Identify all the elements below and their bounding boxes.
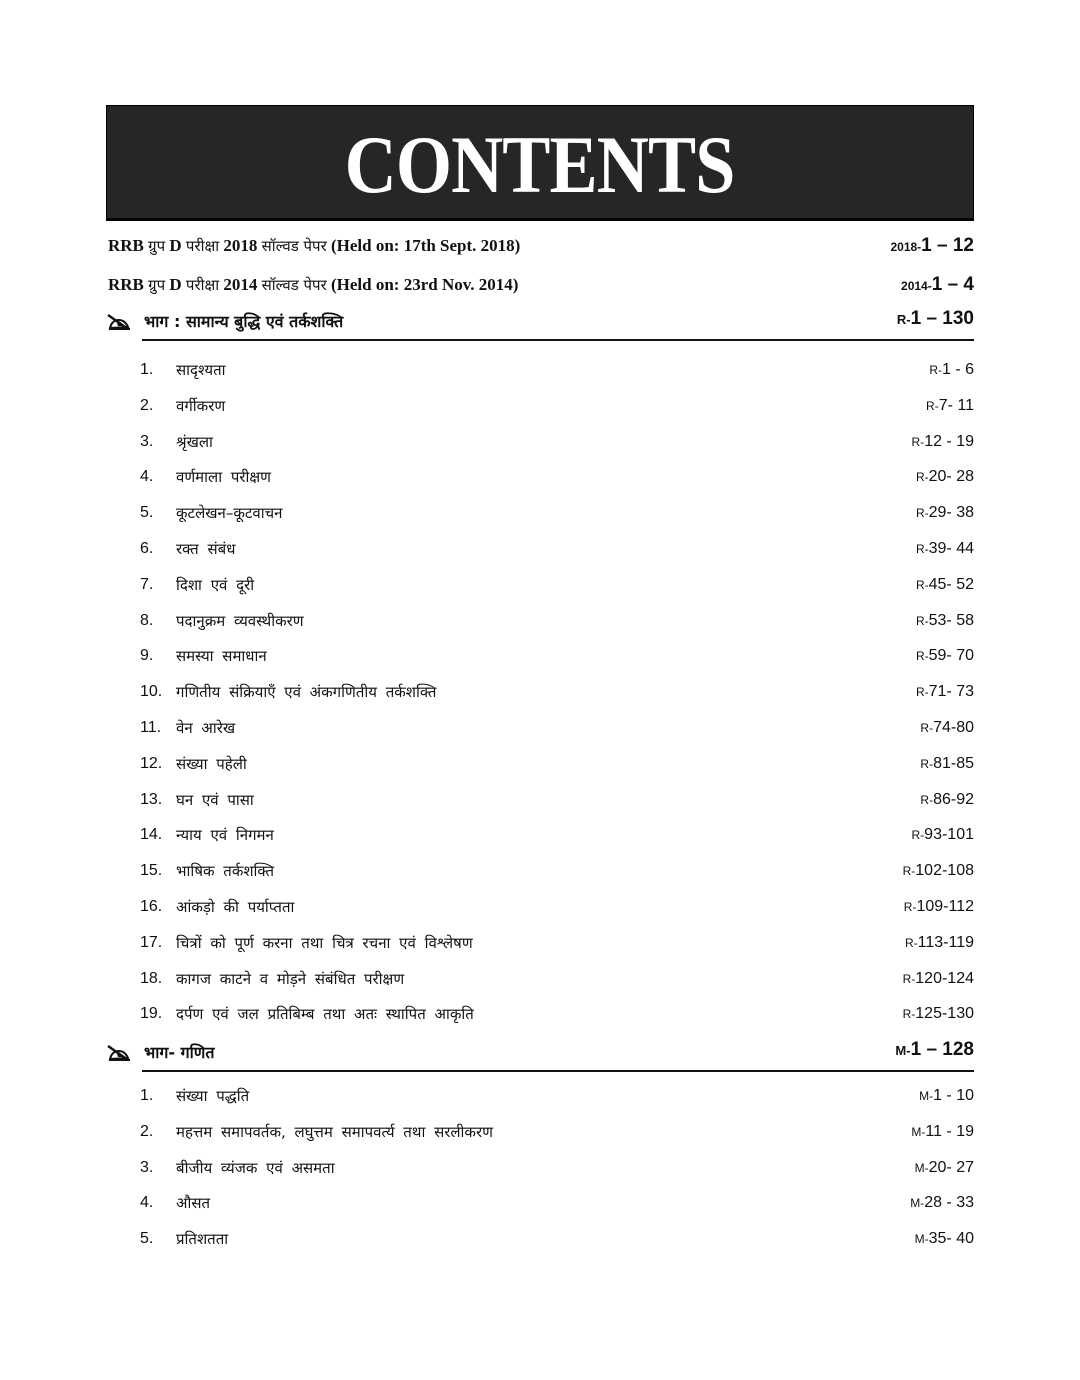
paper-title: RRB ग्रुप D परीक्षा 2014 सॉल्वड पेपर (Held on: 23rd Nov. 2014) (108, 275, 519, 294)
entry-number: 13. (140, 790, 163, 808)
entry-number: 10. (140, 683, 163, 701)
section-divider (142, 339, 974, 341)
entry-title: समस्या समाधान (176, 647, 267, 666)
entry-number: 19. (140, 1005, 163, 1023)
entry-page-range: R-74-80 (920, 719, 974, 736)
paper-row-2018[interactable] (108, 231, 974, 261)
toc-entry[interactable] (140, 822, 974, 848)
entry-title: गणितीय संक्रियाएँ एवं अंकगणितीय तर्कशक्ति (176, 683, 437, 702)
paper-title: RRB ग्रुप D परीक्षा 2018 सॉल्वड पेपर (Held on: 17th Sept. 2018) (108, 236, 521, 255)
writing-hand-icon (106, 1043, 132, 1063)
entry-page-range: R-53- 58 (915, 611, 974, 629)
toc-entry[interactable] (140, 966, 974, 992)
entry-number: 4. (140, 1194, 154, 1212)
entry-number: 18. (140, 969, 163, 987)
entry-page-range: R-20- 28 (915, 468, 974, 486)
entry-title: रक्त संबंध (176, 540, 236, 558)
entry-page-range: R-39- 44 (915, 540, 974, 557)
entry-page-range: M-1 - 10 (919, 1087, 974, 1104)
page-title: CONTENTS (345, 119, 735, 210)
toc-entry[interactable] (140, 429, 974, 455)
toc-entry[interactable] (140, 357, 974, 383)
section-reasoning-header[interactable] (106, 308, 974, 338)
entry-title: बीजीय व्यंजक एवं असमता (176, 1158, 335, 1177)
toc-entry[interactable] (140, 751, 974, 777)
entry-title: दिशा एवं दूरी (176, 575, 255, 594)
entry-title: कूटलेखन–कूटवाचन (176, 504, 283, 523)
toc-entry[interactable] (140, 894, 974, 920)
entry-number: 2. (140, 1122, 154, 1140)
entry-page-range: R-81-85 (920, 754, 974, 772)
entry-page-range: R-93-101 (911, 826, 974, 844)
toc-entry[interactable] (140, 572, 974, 598)
entry-number: 11. (140, 719, 162, 736)
toc-entry[interactable] (140, 608, 974, 634)
entry-number: 14. (140, 826, 163, 844)
toc-entry[interactable] (140, 1119, 974, 1145)
entry-number: 17. (140, 933, 163, 951)
entry-title: महत्तम समापवर्तक, लघुत्तम समापवर्त्य तथा सरलीकरण (176, 1122, 493, 1141)
section-maths-header[interactable] (106, 1039, 974, 1069)
entry-title: पदानुक्रम व्यवस्थीकरण (176, 611, 304, 630)
toc-entry[interactable] (140, 643, 974, 669)
entry-title: चित्रों को पूर्ण करना तथा चित्र रचना एवं विश्लेषण (176, 933, 473, 952)
entry-title: श्रृंखला (176, 432, 213, 451)
entry-title: आंकड़ो की पर्याप्तता (176, 898, 295, 916)
contents-banner (106, 105, 974, 219)
section-page-range: M-1 – 128 (895, 1039, 974, 1060)
entry-page-range: R-29- 38 (915, 504, 974, 522)
entry-number: 3. (140, 432, 154, 450)
entry-number: 15. (140, 862, 163, 880)
entry-title: वेन आरेख (176, 719, 236, 737)
entry-page-range: R-59- 70 (915, 647, 974, 665)
section-page-range: R-1 – 130 (896, 308, 974, 329)
entry-page-range: R-45- 52 (915, 575, 974, 593)
entry-title: भाषिक तर्कशक्ति (176, 862, 275, 881)
entry-page-range: R-102-108 (902, 862, 974, 880)
toc-entry[interactable] (140, 1155, 974, 1181)
toc-entry[interactable] (140, 715, 974, 741)
toc-entry[interactable] (140, 1083, 974, 1109)
entry-title: वर्गीकरण (176, 396, 226, 415)
toc-entry[interactable] (140, 464, 974, 490)
toc-entry[interactable] (140, 393, 974, 419)
entry-number: 4. (140, 468, 154, 486)
entry-number: 16. (140, 898, 163, 915)
entry-title: संख्या पद्धति (176, 1087, 250, 1105)
entry-number: 2. (140, 396, 154, 414)
entry-title: कागज काटने व मोड़ने संबंधित परीक्षण (176, 969, 405, 988)
section-label: भाग : सामान्य बुद्धि एवं तर्कशक्ति (144, 312, 344, 331)
entry-page-range: R-12 - 19 (911, 432, 974, 450)
paper-row-2014[interactable] (108, 270, 974, 300)
section-label: भाग- गणित (144, 1043, 215, 1062)
toc-entry[interactable] (140, 858, 974, 884)
entry-title: वर्णमाला परीक्षण (176, 468, 272, 487)
entry-number: 1. (140, 361, 154, 378)
entry-title: सादृश्यता (176, 361, 226, 379)
entry-page-range: R-7- 11 (926, 396, 974, 414)
entry-page-range: M-20- 27 (914, 1158, 974, 1176)
toc-entry[interactable] (140, 500, 974, 526)
entry-page-range: R-109-112 (903, 898, 974, 915)
entry-number: 9. (140, 647, 154, 665)
toc-entry[interactable] (140, 787, 974, 813)
entry-page-range: M-11 - 19 (911, 1122, 974, 1140)
entry-number: 7. (140, 575, 154, 593)
entry-page-range: M-35- 40 (914, 1230, 974, 1248)
entry-page-range: M-28 - 33 (910, 1194, 974, 1212)
entry-page-range: R-113-119 (904, 933, 974, 951)
toc-entry[interactable] (140, 1001, 974, 1027)
section-divider (142, 1070, 974, 1072)
entry-number: 5. (140, 1230, 154, 1248)
entry-title: प्रतिशतता (176, 1230, 229, 1249)
page-range: 2018-1 – 12 (890, 235, 974, 256)
entry-number: 8. (140, 611, 154, 629)
entry-title: संख्या पहेली (176, 754, 247, 773)
entry-page-range: R-1 - 6 (929, 361, 974, 378)
entry-title: न्याय एवं निगमन (176, 826, 274, 845)
entry-title: दर्पण एवं जल प्रतिबिम्ब तथा अतः स्थापित आकृति (176, 1005, 474, 1024)
entry-page-range: R-120-124 (902, 969, 974, 987)
toc-entry[interactable] (140, 930, 974, 956)
entry-title: घन एवं पासा (176, 790, 254, 809)
writing-hand-icon (106, 312, 132, 332)
entry-number: 1. (140, 1087, 154, 1104)
toc-entry[interactable] (140, 536, 974, 562)
entry-number: 6. (140, 540, 154, 557)
toc-entry[interactable] (140, 1226, 974, 1252)
entry-page-range: R-86-92 (920, 790, 974, 808)
entry-page-range: R-125-130 (902, 1005, 974, 1023)
entry-title: औसत (176, 1194, 211, 1213)
entry-number: 12. (140, 754, 163, 772)
entry-number: 3. (140, 1158, 154, 1176)
toc-entry[interactable] (140, 1190, 974, 1216)
toc-entry[interactable] (140, 679, 974, 705)
entry-page-range: R-71- 73 (915, 683, 974, 701)
entry-number: 5. (140, 504, 154, 522)
page-range: 2014-1 – 4 (901, 274, 974, 295)
